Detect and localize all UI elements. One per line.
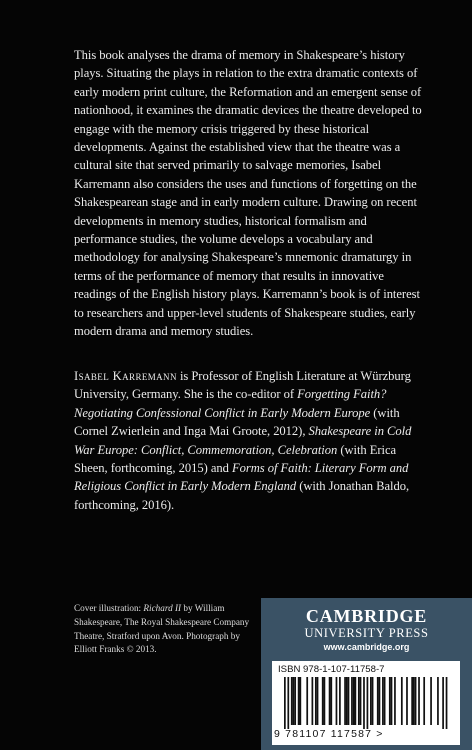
barcode-bar xyxy=(287,677,289,729)
barcode-bar xyxy=(322,677,324,725)
barcode-bar xyxy=(353,677,355,725)
barcode-bar xyxy=(389,677,391,725)
barcode-bar xyxy=(406,677,408,725)
barcode-bar xyxy=(370,677,372,725)
barcode-bar xyxy=(344,677,346,725)
barcode-bar xyxy=(446,677,448,729)
bio-text-3: (with Erica Sheen, forthcoming, 2015) and xyxy=(74,442,397,476)
credit-suffix: by William Shakespeare, The Royal Shakespeare Company Theatre, Stratford upon Avon. Photograph by Elliott Franks © 2013. xyxy=(74,603,250,655)
barcode-bar xyxy=(442,677,444,729)
barcode-bar xyxy=(360,677,362,725)
author-name: Isabel Karremann xyxy=(74,369,177,383)
credit-prefix: Cover illustration: xyxy=(74,603,144,613)
barcode-bar xyxy=(379,677,381,725)
barcode-bar xyxy=(430,677,432,725)
barcode-bar xyxy=(298,677,300,725)
barcode-bar xyxy=(336,677,338,725)
barcode-bar xyxy=(394,677,396,725)
barcode-image xyxy=(280,677,452,729)
barcode-bar xyxy=(306,677,308,725)
barcode-bar xyxy=(330,677,332,725)
barcode-bar xyxy=(437,677,439,725)
publisher-url: www.cambridge.org xyxy=(323,642,410,652)
barcode-bar xyxy=(363,677,365,729)
barcode-bar xyxy=(324,677,326,725)
author-bio xyxy=(74,367,426,514)
barcode-bar xyxy=(411,677,413,725)
bio-title-2: Shakespeare in Cold War Europe: Conflict, Commemoration, Celebration xyxy=(74,424,412,457)
barcode-bar xyxy=(312,677,314,725)
publisher-subname: UNIVERSITY PRESS xyxy=(304,626,429,640)
credit-title: Richard II xyxy=(143,603,182,613)
barcode-bar xyxy=(299,677,301,725)
barcode-bar xyxy=(351,677,353,725)
bio-title-3: Forms of Faith: Literary Form and Religious Conflict in Early Modern England xyxy=(74,461,409,494)
barcode-bar xyxy=(401,677,403,725)
barcode-bar xyxy=(315,677,317,725)
barcode-bar xyxy=(329,677,331,725)
barcode-bar xyxy=(291,677,293,725)
barcode-bar xyxy=(348,677,350,725)
barcode-bar xyxy=(284,677,286,729)
barcode-bar xyxy=(391,677,393,725)
cover-credit xyxy=(74,602,254,657)
barcode-bar xyxy=(294,677,296,725)
bio-text-4: (with Jonathan Baldo, forthcoming, 2016). xyxy=(74,479,410,512)
barcode-bar xyxy=(384,677,386,725)
ean-digits: 9 781107 117587 > xyxy=(274,728,384,740)
bio-title-1: Forgetting Faith? Negotiating Confessional Conflict in Early Modern Europe xyxy=(74,387,387,420)
barcode-bar xyxy=(423,677,425,725)
bio-text-2: (with Cornel Zwierlein and Inga Mai Groote, 2012), xyxy=(74,405,400,439)
barcode-bar xyxy=(355,677,357,725)
barcode-panel xyxy=(272,661,460,745)
barcode-bar xyxy=(317,677,319,725)
barcode-bar xyxy=(339,677,341,725)
barcode-bar xyxy=(382,677,384,725)
barcode-bar xyxy=(415,677,417,725)
publisher-block xyxy=(261,598,472,750)
bio-text-1: is Professor of English Literature at Würzburg University, Germany. She is the co-editor of xyxy=(74,369,411,402)
publisher-name: CAMBRIDGE xyxy=(305,606,428,626)
barcode-bar xyxy=(413,677,415,725)
isbn-label: ISBN 978-1-107-11758-7 xyxy=(278,664,385,675)
book-description: This book analyses the drama of memory in Shakespeare’s history plays. Situating the plays in relation to the extra dramatic contexts of early modern print culture, the Reformation and an emergent sense of nationhood, it examines the dramatic devices the theatre developed to engage with the memory crisis triggered by these historical developments. Against the established view that the theatre was a cultural site that served primarily to salvage memories, Isabel Karremann also considers the uses and functions of forgetting on the Shakespearean stage and in early modern culture. Drawing on recent developments in memory studies, historical formalism and performance studies, the volume develops a vocabulary and methodology for analysing Shakespeare’s mnemonic dramaturgy in terms of the performance of memory that results in innovative readings of the English history plays. Karremann’s book is of interest to researchers and upper-level students of Shakespeare studies, early modern drama and memory studies. xyxy=(74,48,422,339)
barcode-bar xyxy=(346,677,348,725)
barcode-bar xyxy=(377,677,379,725)
barcode-bar xyxy=(418,677,420,725)
barcode-bar xyxy=(358,677,360,725)
barcode-bar xyxy=(372,677,374,725)
barcode-bar xyxy=(367,677,369,729)
barcode-bar xyxy=(293,677,295,725)
